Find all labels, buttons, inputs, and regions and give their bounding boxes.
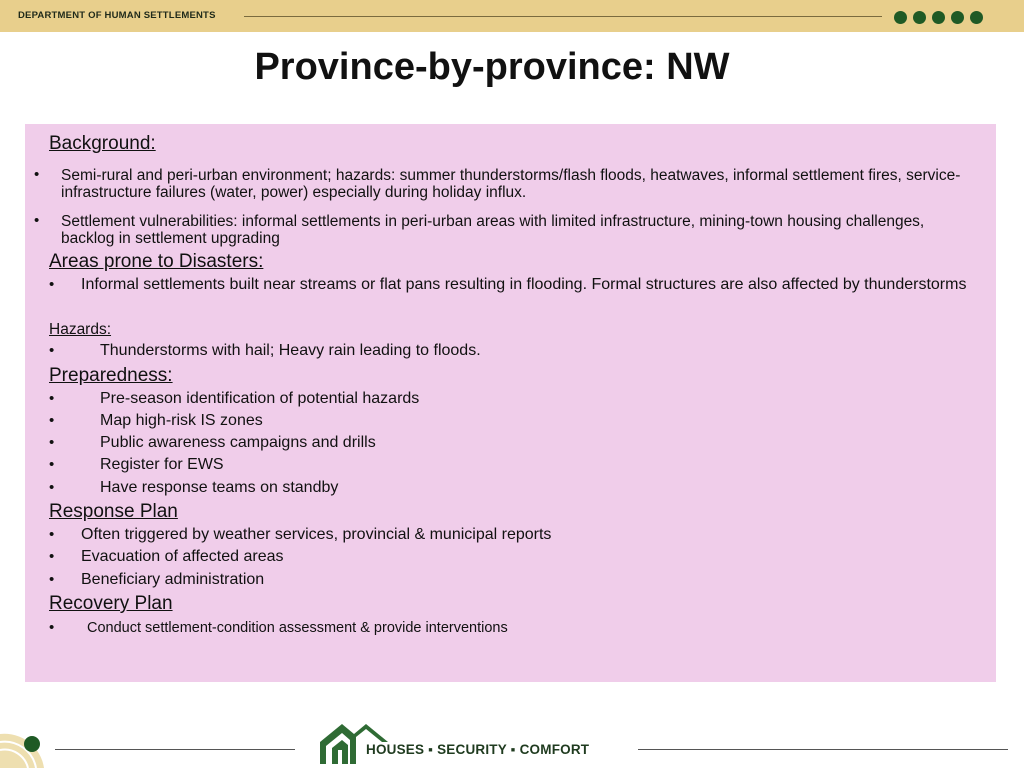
areas-bullet-1: Informal settlements built near streams or flat pans resulting in flooding. Formal structures are also affected by thunderstorms: [81, 276, 967, 293]
bullet-icon: •: [34, 166, 40, 183]
bullet-icon: •: [49, 276, 55, 293]
bullet-icon: •: [49, 526, 55, 543]
areas-heading: Areas prone to Disasters:: [49, 251, 264, 272]
response-item: Often triggered by weather services, provincial & municipal reports: [81, 526, 552, 543]
preparedness-item: Map high-risk IS zones: [100, 412, 263, 429]
decor-dot-icon: [951, 11, 964, 24]
decor-dot-icon: [913, 11, 926, 24]
bullet-icon: •: [49, 479, 55, 496]
response-item: Evacuation of affected areas: [81, 548, 284, 565]
bullet-icon: •: [49, 390, 55, 407]
department-name: DEPARTMENT OF HUMAN SETTLEMENTS: [18, 10, 216, 21]
header-bar: [0, 0, 1024, 32]
hazards-heading: Hazards:: [49, 321, 112, 338]
bullet-icon: •: [49, 434, 55, 451]
recovery-heading: Recovery Plan: [49, 593, 173, 614]
decor-dot-icon: [894, 11, 907, 24]
preparedness-heading: Preparedness:: [49, 365, 173, 386]
preparedness-item: Have response teams on standby: [100, 479, 339, 496]
background-bullet-1: Semi-rural and peri-urban environment; hazards: summer thunderstorms/flash floods, heatwaves, informal settlement fires, service-infrastructure failures (water, power) especially during holiday influx.: [61, 167, 961, 201]
bullet-icon: •: [49, 456, 55, 473]
preparedness-item: Register for EWS: [100, 456, 224, 473]
bullet-icon: •: [49, 571, 55, 588]
footer-rule-right: [638, 749, 1008, 750]
corner-decoration-icon: [0, 730, 50, 768]
header-rule: [244, 16, 882, 17]
bullet-icon: •: [49, 342, 55, 359]
background-bullet-2: Settlement vulnerabilities: informal settlements in peri-urban areas with limited infrastructure, mining-town housing challenges, backlog in settlement upgrading: [61, 213, 925, 247]
footer-tagline: HOUSES ▪ SECURITY ▪ COMFORT: [366, 742, 590, 757]
bullet-icon: •: [49, 412, 55, 429]
background-heading: Background:: [49, 133, 156, 154]
footer-rule-left: [55, 749, 295, 750]
hazards-bullet-1: Thunderstorms with hail; Heavy rain leading to floods.: [100, 342, 481, 359]
recovery-item: Conduct settlement-condition assessment & provide interventions: [87, 620, 508, 636]
slide-title: Province-by-province: NW: [254, 46, 730, 88]
bullet-icon: •: [49, 619, 55, 636]
response-heading: Response Plan: [49, 501, 178, 522]
decor-dot-icon: [932, 11, 945, 24]
preparedness-item: Pre-season identification of potential hazards: [100, 390, 420, 407]
header-dots: [894, 11, 983, 24]
decor-dot-icon: [970, 11, 983, 24]
response-item: Beneficiary administration: [81, 571, 265, 588]
preparedness-item: Public awareness campaigns and drills: [100, 434, 376, 451]
bullet-icon: •: [34, 212, 40, 229]
bullet-icon: •: [49, 548, 55, 565]
